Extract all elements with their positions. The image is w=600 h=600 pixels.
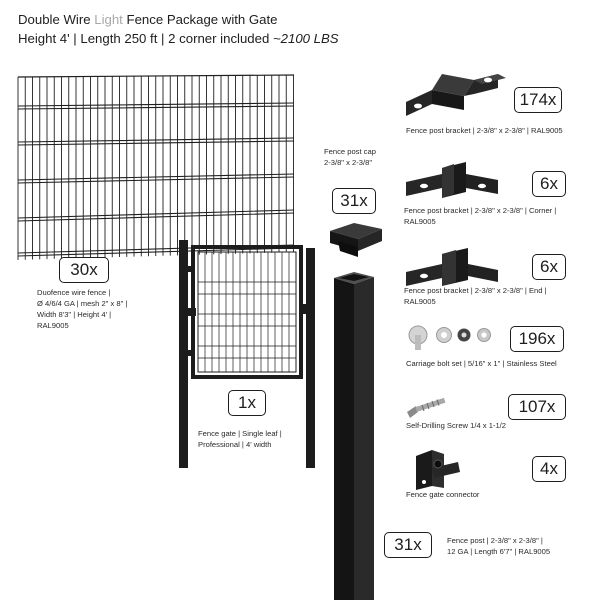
- caption-line: RAL9005: [404, 297, 436, 306]
- caption-line: Fence gate | Single leaf |: [198, 429, 282, 438]
- caption-line: Fence post bracket | 2-3/8" x 2-3/8" | End |: [404, 286, 547, 295]
- screw-qty-badge: 107x: [508, 394, 566, 420]
- caption-line: Self-Drilling Screw 1/4 x 1-1/2: [406, 421, 507, 430]
- gate-connector-icon: [410, 446, 470, 492]
- post-caption: [447, 535, 550, 557]
- carriage-bolt-qty-badge: 196x: [510, 326, 564, 352]
- carriage-bolt-icon: [404, 322, 504, 352]
- gate-connector-caption: [406, 489, 479, 500]
- bracket-caption: [406, 125, 563, 136]
- caption-line: Ø 4/6/4 GA | mesh 2" x 8" |: [37, 299, 128, 308]
- caption-line: Professional | 4' width: [198, 440, 272, 449]
- wire-fence-caption: [37, 287, 127, 331]
- page-subtitle: [18, 31, 339, 46]
- post-bracket-icon: [402, 66, 512, 122]
- caption-line: Width 8'3" | Height 4' |: [37, 310, 112, 319]
- post-cap-qty-badge: 31x: [332, 188, 376, 214]
- caption-line: Carriage bolt set | 5/16" x 1" | Stainless Steel: [406, 359, 557, 368]
- caption-line: Fence post cap: [324, 147, 376, 156]
- corner-bracket-qty-badge: 6x: [532, 171, 566, 197]
- fence-post-image: [330, 270, 380, 600]
- page-title: [18, 12, 278, 27]
- caption-line: 2-3/8" x 2-3/8": [324, 158, 373, 167]
- screw-caption: [406, 420, 506, 431]
- end-bracket-qty-badge: 6x: [532, 254, 566, 280]
- weight-text: ~2100 LBS: [272, 31, 339, 46]
- title-text: Double Wire: [18, 12, 95, 27]
- caption-line: Duofence wire fence |: [37, 288, 111, 297]
- post-cap-caption: [324, 146, 376, 168]
- end-bracket-caption: [404, 285, 547, 307]
- post-cap-image: [324, 217, 388, 259]
- caption-line: RAL9005: [37, 321, 69, 330]
- corner-bracket-caption: [404, 205, 556, 227]
- caption-line: Fence post | 2-3/8" x 2-3/8" |: [447, 536, 543, 545]
- caption-line: Fence post bracket | 2-3/8" x 2-3/8" | Corner |: [404, 206, 557, 215]
- gate-qty-badge: 1x: [228, 390, 266, 416]
- carriage-bolt-caption: [406, 358, 557, 369]
- corner-bracket-icon: [402, 160, 512, 210]
- caption-line: Fence post bracket | 2-3/8" x 2-3/8" | RAL9005: [406, 126, 563, 135]
- gate-caption: [198, 428, 282, 450]
- self-drilling-screw-icon: [404, 396, 454, 422]
- subtitle-text: Height 4' | Length 250 ft | 2 corner included: [18, 31, 273, 46]
- caption-line: RAL9005: [404, 217, 436, 226]
- gate-connector-qty-badge: 4x: [532, 456, 566, 482]
- title-highlight: Light: [94, 12, 123, 27]
- caption-line: Fence gate connector: [406, 490, 480, 499]
- bracket-qty-badge: 174x: [514, 87, 562, 113]
- wire-fence-qty-badge: 30x: [59, 257, 109, 283]
- post-qty-badge: 31x: [384, 532, 432, 558]
- caption-line: 12 GA | Length 6'7" | RAL9005: [447, 547, 551, 556]
- title-text-end: Fence Package with Gate: [122, 12, 278, 27]
